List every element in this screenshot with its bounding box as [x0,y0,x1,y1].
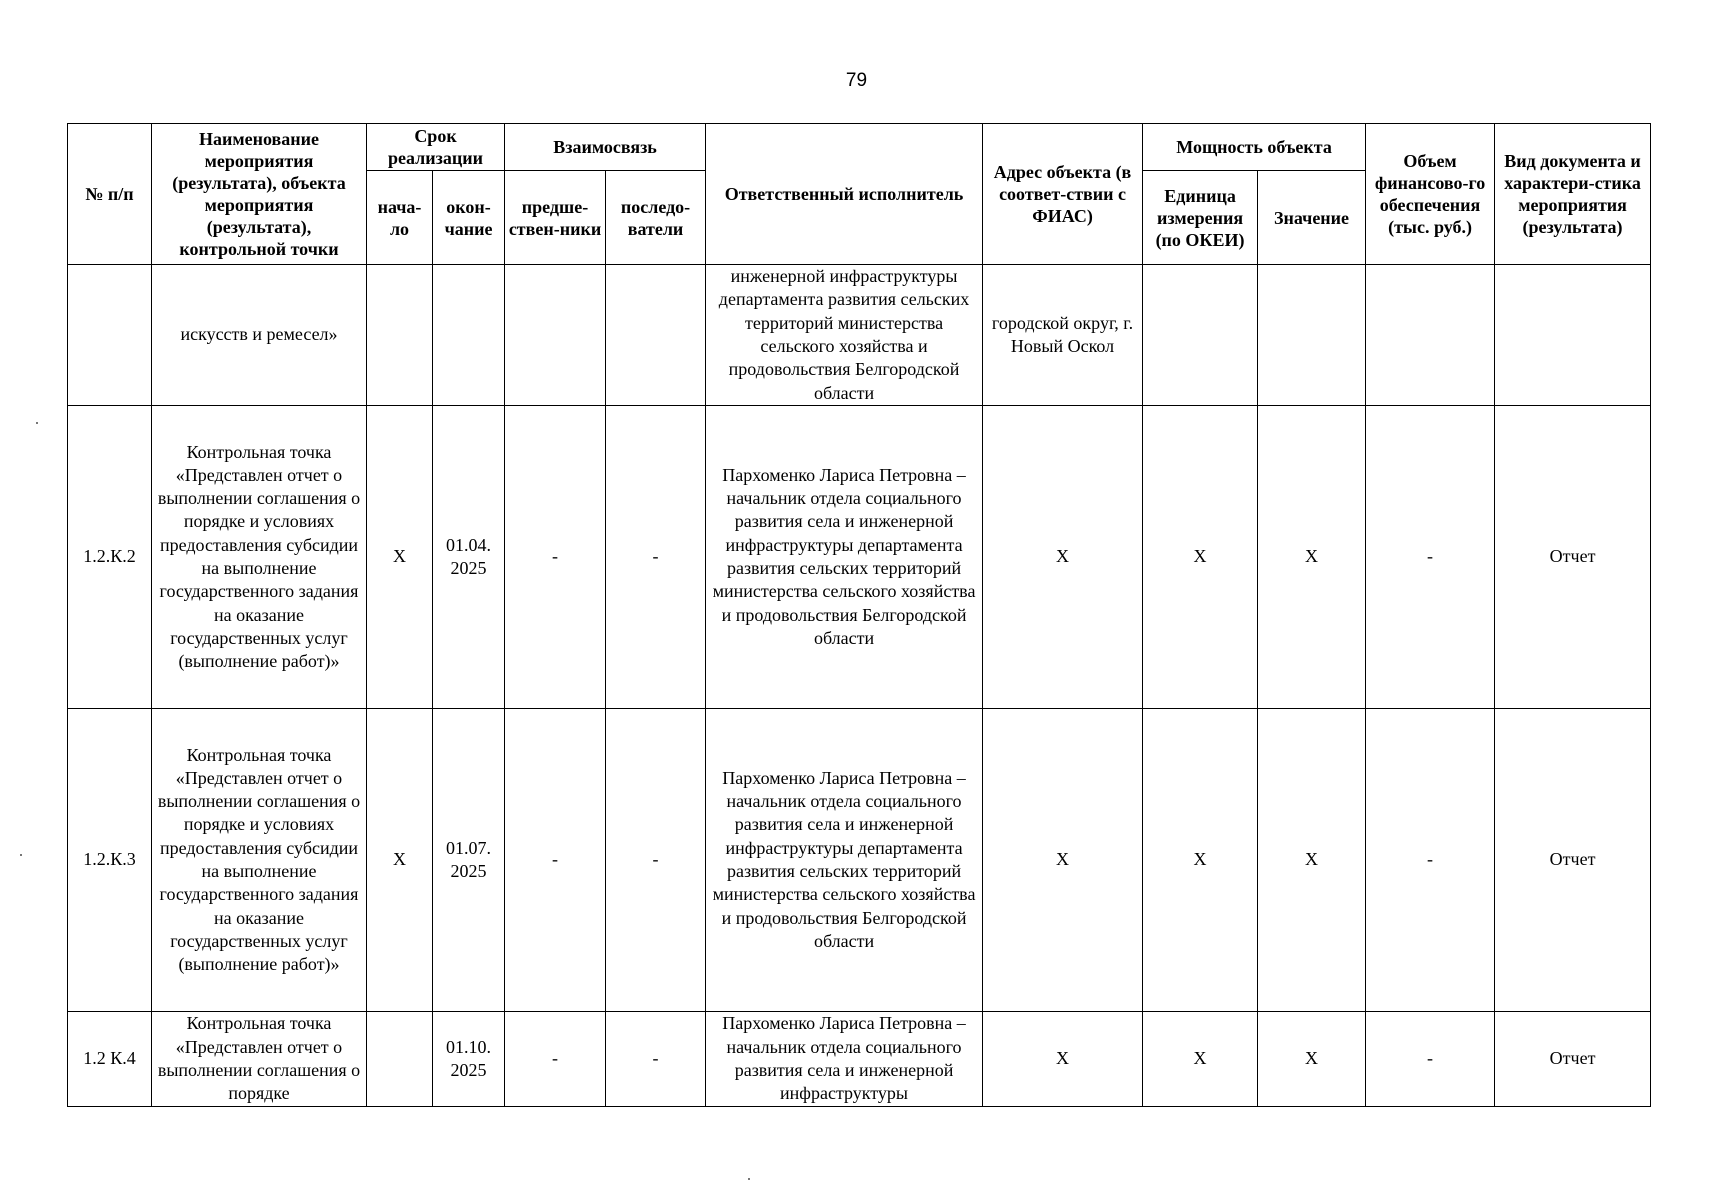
cell-funding: - [1366,406,1495,709]
header-num: № п/п [68,124,152,265]
header-relation: Взаимосвязь [505,124,706,171]
cell-name: искусств и ремесел» [152,265,367,406]
header-name: Наименование мероприятия (результата), объекта мероприятия (результата), контрольной точки [152,124,367,265]
header-term-end: окон-чание [433,171,505,265]
cell-num: 1.2 К.4 [68,1012,152,1107]
cell-unit: Х [1143,1012,1258,1107]
scan-speck [36,422,38,424]
cell-doc: Отчет [1495,406,1651,709]
cell-responsible: инженерной инфраструктуры департамента развития сельских территорий министерства сельского хозяйства и продовольствия Белгородской области [706,265,983,406]
cell-num: 1.2.К.2 [68,406,152,709]
cell-prev: - [505,709,606,1012]
cell-next [606,265,706,406]
cell-end: 01.07. 2025 [433,709,505,1012]
cell-address: городской округ, г. Новый Оскол [983,265,1143,406]
scan-speck [20,854,22,856]
cell-end: 01.04. 2025 [433,406,505,709]
cell-name: Контрольная точка «Представлен отчет о выполнении соглашения о порядке и условиях предоставления субсидии на выполнение государственного задания на оказание государственных услуг (выполнение работ)» [152,406,367,709]
cell-funding: - [1366,709,1495,1012]
table-row [68,406,1651,709]
header-relation-next: последо-ватели [606,171,706,265]
cell-address: Х [983,406,1143,709]
cell-start: Х [367,709,433,1012]
cell-funding [1366,265,1495,406]
cell-prev [505,265,606,406]
header-responsible: Ответственный исполнитель [706,124,983,265]
header-term: Срок реализации [367,124,505,171]
scan-speck [748,1178,750,1180]
table-row [68,709,1651,1012]
cell-doc: Отчет [1495,709,1651,1012]
cell-funding: - [1366,1012,1495,1107]
cell-doc [1495,265,1651,406]
cell-address: Х [983,709,1143,1012]
header-capacity-unit: Единица измерения (по ОКЕИ) [1143,171,1258,265]
cell-start [367,1012,433,1107]
cell-unit [1143,265,1258,406]
cell-end: 01.10. 2025 [433,1012,505,1107]
header-capacity: Мощность объекта [1143,124,1366,171]
cell-address: Х [983,1012,1143,1107]
cell-num: 1.2.К.3 [68,709,152,1012]
header-doc: Вид документа и характери-стика мероприятия (результата) [1495,124,1651,265]
cell-value: Х [1258,1012,1366,1107]
cell-value: Х [1258,406,1366,709]
cell-responsible: Пархоменко Лариса Петровна – начальник отдела социального развития села и инженерной инфраструктуры департамента развития сельских территорий министерства сельского хозяйства и продовольствия Белгородской области [706,709,983,1012]
cell-unit: Х [1143,709,1258,1012]
table-row [68,1012,1651,1107]
header-relation-prev: предше-ствен-ники [505,171,606,265]
header-funding: Объем финансово-го обеспечения (тыс. руб.) [1366,124,1495,265]
cell-start: Х [367,406,433,709]
cell-prev: - [505,1012,606,1107]
header-address: Адрес объекта (в соответ-ствии с ФИАС) [983,124,1143,265]
page-number: 79 [845,70,868,91]
cell-end [433,265,505,406]
cell-next: - [606,406,706,709]
cell-start [367,265,433,406]
cell-value: Х [1258,709,1366,1012]
table-row [68,265,1651,406]
header-row-1 [68,124,1651,171]
cell-name: Контрольная точка «Представлен отчет о выполнении соглашения о порядке и условиях предоставления субсидии на выполнение государственного задания на оказание государственных услуг (выполнение работ)» [152,709,367,1012]
header-term-start: нача-ло [367,171,433,265]
header-capacity-value: Значение [1258,171,1366,265]
cell-responsible: Пархоменко Лариса Петровна – начальник отдела социального развития села и инженерной инфраструктуры департамента развития сельских территорий министерства сельского хозяйства и продовольствия Белгородской области [706,406,983,709]
cell-name: Контрольная точка «Представлен отчет о выполнении соглашения о порядке [152,1012,367,1107]
cell-prev: - [505,406,606,709]
cell-unit: Х [1143,406,1258,709]
cell-doc: Отчет [1495,1012,1651,1107]
cell-next: - [606,1012,706,1107]
activities-table [67,123,1651,1107]
cell-num [68,265,152,406]
cell-next: - [606,709,706,1012]
cell-responsible: Пархоменко Лариса Петровна – начальник отдела социального развития села и инженерной инфраструктуры [706,1012,983,1107]
cell-value [1258,265,1366,406]
